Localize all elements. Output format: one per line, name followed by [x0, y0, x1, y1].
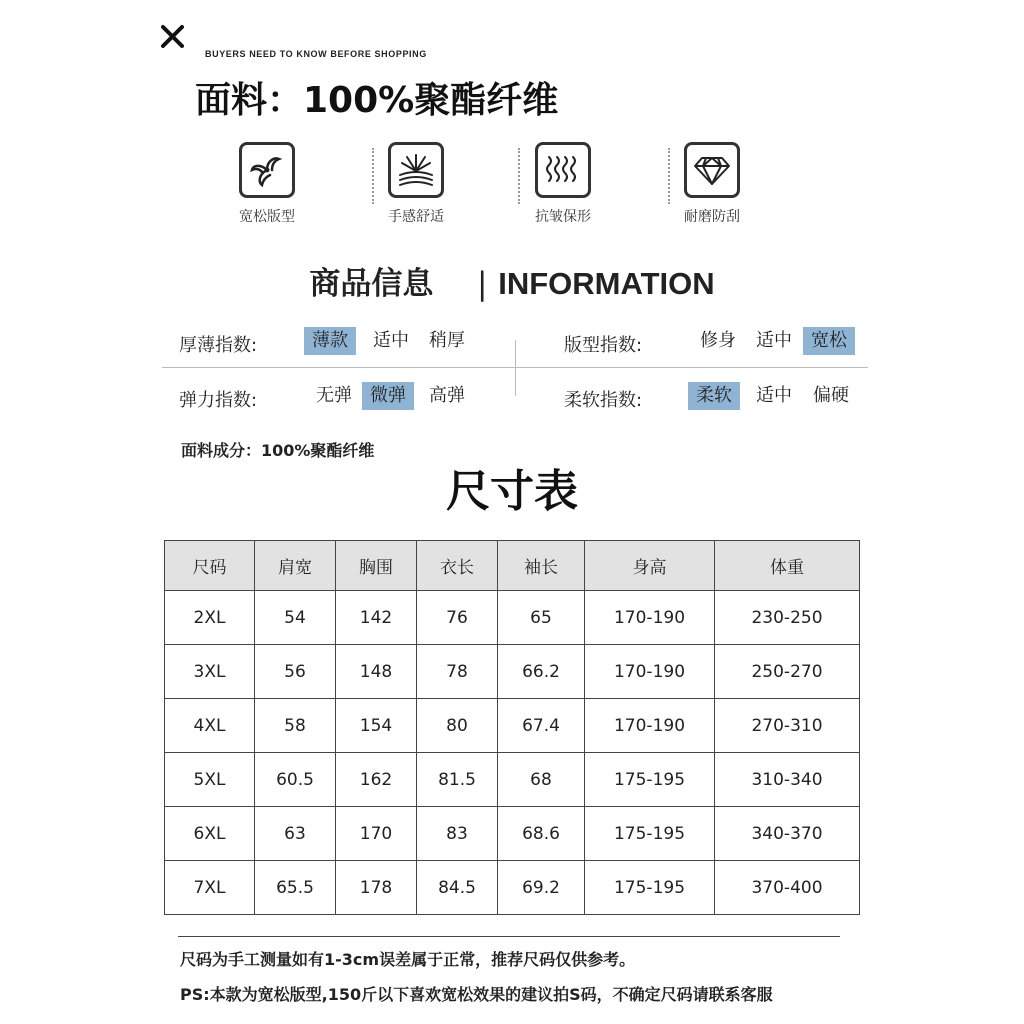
thickness-label: 厚薄指数: — [179, 335, 258, 356]
table-cell: 7XL — [165, 861, 255, 915]
table-cell: 148 — [336, 645, 417, 699]
fit-option-medium: 适中 — [756, 330, 792, 351]
divider — [178, 936, 840, 937]
table-cell: 142 — [336, 591, 417, 645]
table-cell: 65.5 — [255, 861, 336, 915]
info-heading-en: INFORMATION — [498, 266, 715, 301]
table-cell: 6XL — [165, 807, 255, 861]
diamond-icon — [684, 142, 740, 198]
feature-wear-resistant — [652, 140, 772, 226]
table-cell: 340-370 — [715, 807, 860, 861]
table-cell: 68.6 — [498, 807, 585, 861]
info-heading — [0, 258, 1024, 303]
table-cell: 250-270 — [715, 645, 860, 699]
fit-option-slim: 修身 — [700, 330, 736, 351]
table-cell: 175-195 — [585, 753, 715, 807]
feature-icons — [222, 140, 822, 230]
table-row — [165, 591, 860, 645]
subtitle: BUYERS NEED TO KNOW BEFORE SHOPPING — [205, 49, 427, 59]
table-cell: 178 — [336, 861, 417, 915]
table-cell: 68 — [498, 753, 585, 807]
table-cell: 63 — [255, 807, 336, 861]
info-heading-sep: | — [476, 266, 488, 302]
thickness-option-thick: 稍厚 — [429, 330, 465, 351]
table-cell: 80 — [417, 699, 498, 753]
divider-vertical — [515, 340, 516, 396]
measurement-note: 尺码为手工测量如有1-3cm误差属于正常，推荐尺码仅供参考。 — [180, 950, 636, 969]
info-heading-cn: 商品信息 — [309, 266, 434, 302]
swirl-icon — [239, 142, 295, 198]
feature-label: 耐磨防刮 — [684, 209, 740, 225]
table-cell: 162 — [336, 753, 417, 807]
composition: 面料成分：100%聚酯纤维 — [181, 441, 375, 460]
thickness-option-thin: 薄款 — [304, 327, 356, 355]
table-row — [165, 861, 860, 915]
table-cell: 170-190 — [585, 699, 715, 753]
table-cell: 76 — [417, 591, 498, 645]
fabric-title: 面料：100%聚酯纤维 — [195, 80, 559, 121]
table-cell: 83 — [417, 807, 498, 861]
elasticity-option-high: 高弹 — [429, 385, 465, 406]
table-cell: 270-310 — [715, 699, 860, 753]
close-icon[interactable] — [158, 22, 188, 52]
table-cell: 4XL — [165, 699, 255, 753]
header-length: 衣长 — [417, 541, 498, 591]
comfort-icon — [388, 142, 444, 198]
wave-icon — [535, 142, 591, 198]
softness-option-hard: 偏硬 — [813, 385, 849, 406]
size-table — [164, 540, 860, 915]
table-cell: 5XL — [165, 753, 255, 807]
table-cell: 69.2 — [498, 861, 585, 915]
header-shoulder: 肩宽 — [255, 541, 336, 591]
table-cell: 58 — [255, 699, 336, 753]
header-chest: 胸围 — [336, 541, 417, 591]
table-cell: 66.2 — [498, 645, 585, 699]
feature-comfort — [356, 140, 476, 226]
feature-loose-fit — [207, 140, 327, 226]
table-cell: 67.4 — [498, 699, 585, 753]
softness-label: 柔软指数: — [564, 390, 643, 411]
table-cell: 154 — [336, 699, 417, 753]
table-cell: 310-340 — [715, 753, 860, 807]
table-cell: 78 — [417, 645, 498, 699]
table-cell: 81.5 — [417, 753, 498, 807]
elasticity-label: 弹力指数: — [179, 390, 258, 411]
table-cell: 370-400 — [715, 861, 860, 915]
table-cell: 170-190 — [585, 591, 715, 645]
table-cell: 175-195 — [585, 807, 715, 861]
softness-option-medium: 适中 — [756, 385, 792, 406]
elasticity-option-none: 无弹 — [316, 385, 352, 406]
size-advice-note: PS:本款为宽松版型,150斤以下喜欢宽松效果的建议拍S码，不确定尺码请联系客服 — [180, 985, 773, 1004]
table-row — [165, 699, 860, 753]
thickness-option-medium: 适中 — [373, 330, 409, 351]
table-cell: 84.5 — [417, 861, 498, 915]
header-size: 尺码 — [165, 541, 255, 591]
table-cell: 2XL — [165, 591, 255, 645]
table-header-row — [165, 541, 860, 591]
size-table-title: 尺寸表 — [446, 466, 578, 517]
softness-option-soft: 柔软 — [688, 382, 740, 410]
table-cell: 60.5 — [255, 753, 336, 807]
table-cell: 170-190 — [585, 645, 715, 699]
fit-option-loose: 宽松 — [803, 327, 855, 355]
table-row — [165, 645, 860, 699]
header-sleeve: 袖长 — [498, 541, 585, 591]
feature-label: 抗皱保形 — [535, 209, 591, 225]
table-cell: 54 — [255, 591, 336, 645]
table-cell: 175-195 — [585, 861, 715, 915]
feature-label: 宽松版型 — [239, 209, 295, 225]
table-row — [165, 753, 860, 807]
header-weight: 体重 — [715, 541, 860, 591]
header-height: 身高 — [585, 541, 715, 591]
table-cell: 230-250 — [715, 591, 860, 645]
fit-label: 版型指数: — [564, 335, 643, 356]
table-cell: 170 — [336, 807, 417, 861]
table-cell: 3XL — [165, 645, 255, 699]
table-row — [165, 807, 860, 861]
table-cell: 56 — [255, 645, 336, 699]
elasticity-option-slight: 微弹 — [362, 382, 414, 410]
table-cell: 65 — [498, 591, 585, 645]
feature-label: 手感舒适 — [388, 209, 444, 225]
feature-wrinkle-resistant — [503, 140, 623, 226]
